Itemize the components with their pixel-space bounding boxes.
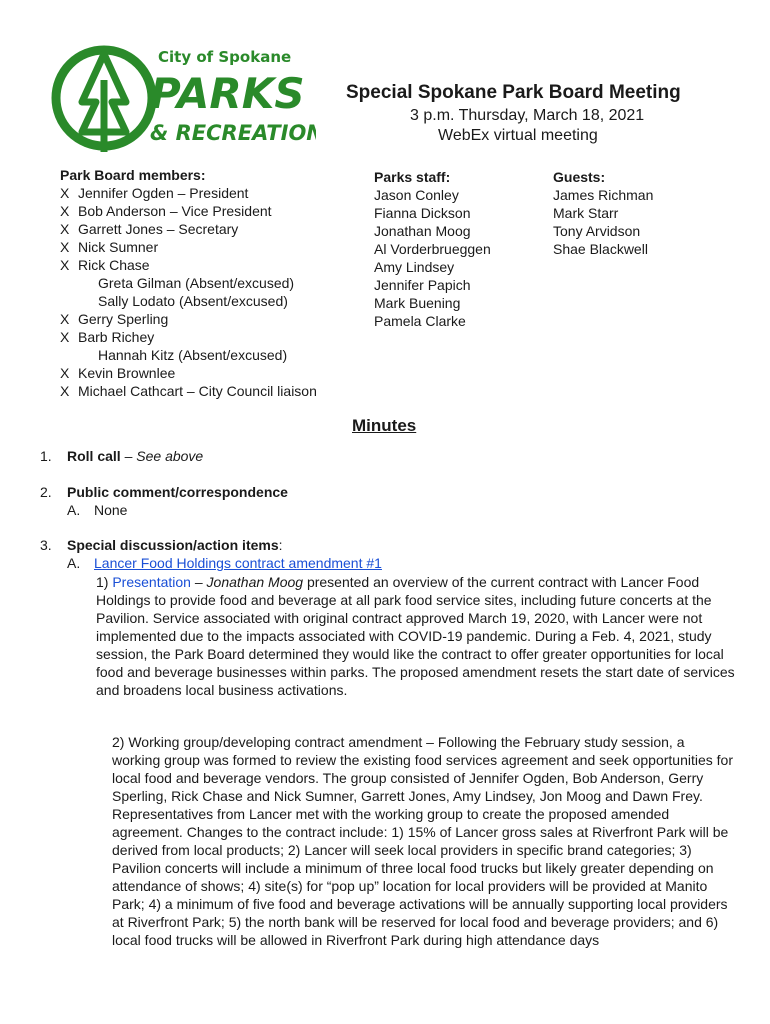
member-row: X Gerry Sperling xyxy=(60,311,169,327)
member-row: X Rick Chase xyxy=(60,257,150,273)
parks-logo xyxy=(46,40,316,158)
guest-row: Tony Arvidson xyxy=(553,223,641,239)
staff-row: Al Vorderbrueggen xyxy=(374,241,491,257)
logo-parks-text: PARKS xyxy=(150,69,305,118)
guest-row: James Richman xyxy=(553,187,654,203)
minutes-heading: Minutes xyxy=(352,416,417,435)
guest-row: Mark Starr xyxy=(553,205,619,221)
meeting-datetime: 3 p.m. Thursday, March 18, 2021 xyxy=(410,107,645,124)
minutes-item-public-comment: 2. Public comment/correspondence xyxy=(40,484,288,500)
minutes-item-roll-call: 1. Roll call – See above xyxy=(40,448,204,464)
logo-recreation-text: & RECREATION xyxy=(150,121,316,145)
member-row: X Michael Cathcart – City Council liaison xyxy=(60,383,317,399)
meeting-title: Special Spokane Park Board Meeting xyxy=(346,82,681,103)
member-row: X Kevin Brownlee xyxy=(60,365,176,381)
parks-staff-list xyxy=(374,168,491,330)
presentation-link[interactable]: Presentation xyxy=(112,574,191,590)
tree-logo-icon xyxy=(46,40,316,158)
minutes-subitem-lancer: A. Lancer Food Holdings contract amendment #1 xyxy=(67,555,382,571)
member-row: X Bob Anderson – Vice President xyxy=(60,203,272,219)
staff-row: Pamela Clarke xyxy=(374,313,466,329)
board-members-list xyxy=(60,166,317,400)
parks-staff-heading: Parks staff: xyxy=(374,169,451,185)
guest-row: Shae Blackwell xyxy=(553,241,648,257)
board-members-heading: Park Board members: xyxy=(60,167,206,183)
member-row: Greta Gilman (Absent/excused) xyxy=(98,275,295,291)
minutes-subitem-none: A. None xyxy=(67,502,128,518)
staff-row: Jonathan Moog xyxy=(374,223,471,239)
member-row: X Barb Richey xyxy=(60,329,155,345)
working-group-paragraph: 2) Working group/developing contract amendment – Following the February study session, a working group was formed to review the existing food services agreement and seek opportunities for local food and beverage vendors. The group consisted of Jennifer Ogden, Bob Anderson, Gerry Sperling, Rick Chase and Nick Sumner, Garrett Jones, Amy Lindsey, Jon Moog and Dawn Frey. Representatives from Lancer met with the working group to create the proposed amended agreement. Changes to the contract include: 1) 15% of Lancer gross sales at Riverfront Park will be derived from local products; 2) Lancer will seek local providers in specific brand categories; 3) Pavilion concerts will include a minimum of three local food trucks but likely greater depending on attendance of shows; 4) site(s) for “pop up” location for local providers will be provided at Manito Park; 4) a minimum of five food and beverage activations will be annually supporting local providers at Riverfront Park; 5) the north bank will be reserved for local food and beverage providers; and 6) local food trucks will be allowed in Riverfront Park during high attendance days xyxy=(112,734,733,948)
minutes-item-special-discussion: 3. Special discussion/action items: xyxy=(40,537,283,553)
member-row: X Jennifer Ogden – President xyxy=(60,185,249,201)
guests-heading: Guests: xyxy=(553,169,606,185)
presentation-paragraph: 1) Presentation – Jonathan Moog presented an overview of the current contract with Lancer Food Holdings to provide food and beverage at all park food service sites, including future concerts at the Pavilion. Service associated with original contract approved March 19, 2020, with Lancer were not implemented due to the impacts associated with COVID-19 pandemic. During a Feb. 4, 2021, study session, the Park Board determined they would like the contract to offer greater opportunities for local food and beverage businesses within parks. The proposed amendment resets the start date of services and broadens local business activations. xyxy=(96,574,735,698)
staff-row: Amy Lindsey xyxy=(374,259,455,275)
staff-row: Mark Buening xyxy=(374,295,461,311)
member-row: X Garrett Jones – Secretary xyxy=(60,221,239,237)
member-row: Hannah Kitz (Absent/excused) xyxy=(98,347,288,363)
guests-list xyxy=(553,168,653,258)
member-row: X Nick Sumner xyxy=(60,239,159,255)
logo-city-text: City of Spokane xyxy=(158,48,292,66)
staff-row: Jason Conley xyxy=(374,187,459,203)
staff-row: Jennifer Papich xyxy=(374,277,471,293)
staff-row: Fianna Dickson xyxy=(374,205,471,221)
meeting-location: WebEx virtual meeting xyxy=(438,127,598,144)
member-row: Sally Lodato (Absent/excused) xyxy=(98,293,288,309)
lancer-amendment-link[interactable]: Lancer Food Holdings contract amendment #1 xyxy=(94,555,382,571)
